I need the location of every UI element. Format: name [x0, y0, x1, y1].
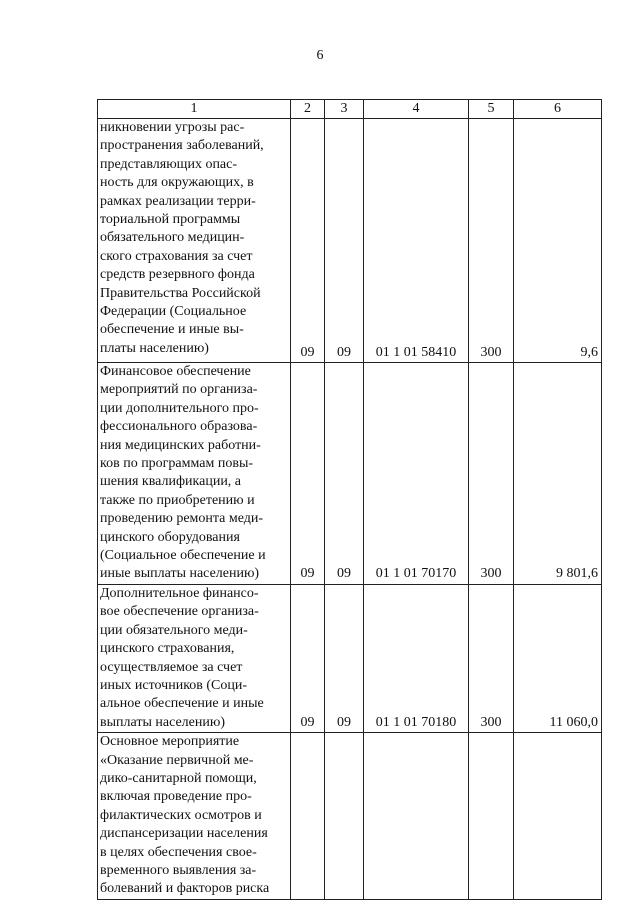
cell-code: 01 1 01 70180	[364, 584, 469, 732]
cell-col5: 300	[469, 584, 514, 732]
description-line: выплаты населению)	[100, 714, 225, 730]
description-line: Дополнительное финансо-	[100, 585, 259, 601]
description-line: мероприятий по организа-	[100, 382, 258, 398]
description-line: временного выявления за-	[100, 862, 257, 878]
row-description	[98, 363, 291, 585]
description-line: Федерации (Социальное	[100, 304, 247, 320]
budget-table	[97, 99, 602, 900]
cell-col2: 09	[291, 584, 325, 732]
description-line: представляющих опас-	[100, 156, 238, 172]
cell-col5	[469, 733, 514, 900]
description-line: обеспечение и иные вы-	[100, 322, 244, 338]
row-description	[98, 119, 291, 363]
cell-amount	[514, 733, 602, 900]
description-line: ции дополнительного про-	[100, 400, 259, 416]
description-line: платы населению)	[100, 340, 209, 356]
header-cell-6: 6	[514, 100, 602, 119]
cell-col5: 300	[469, 119, 514, 363]
cell-col3	[325, 733, 364, 900]
row-description	[98, 733, 291, 900]
description-line: ния медицинских работни-	[100, 437, 261, 453]
description-line: филактических осмотров и	[100, 807, 262, 823]
description-line: ции обязательного меди-	[100, 622, 248, 638]
description-line: ков по программам повы-	[100, 456, 254, 472]
table-row	[98, 733, 602, 900]
table-header-row	[98, 100, 602, 119]
description-line: альное обеспечение и иные	[100, 696, 264, 712]
cell-amount: 11 060,0	[514, 584, 602, 732]
cell-code	[364, 733, 469, 900]
description-line: никновении угрозы рас-	[100, 120, 245, 135]
cell-amount: 9,6	[514, 119, 602, 363]
description-line: цинского страхования,	[100, 641, 235, 657]
description-line: дико-санитарной помощи,	[100, 770, 257, 786]
header-cell-3: 3	[325, 100, 364, 119]
description-line: проведению ремонта меди-	[100, 511, 264, 527]
description-line: болеваний и факторов риска	[100, 881, 270, 897]
description-line: ность для окружающих, в	[100, 175, 254, 191]
cell-code: 01 1 01 70170	[364, 363, 469, 585]
description-line: иные выплаты населению)	[100, 566, 260, 582]
description-line: осуществляемое за счет	[100, 659, 243, 675]
description-line: средств резервного фонда	[100, 267, 255, 283]
description-line: ского страхования за счет	[100, 248, 253, 264]
description-line: рамках реализации терри-	[100, 193, 256, 209]
row-description	[98, 584, 291, 732]
cell-col3: 09	[325, 119, 364, 363]
description-line: ториальной программы	[100, 212, 241, 228]
description-line: Основное мероприятие	[100, 734, 240, 750]
header-cell-1: 1	[98, 100, 291, 119]
cell-col3: 09	[325, 584, 364, 732]
cell-col2: 09	[291, 363, 325, 585]
cell-col2: 09	[291, 119, 325, 363]
description-line: «Оказание первичной ме-	[100, 752, 254, 768]
table-row	[98, 119, 602, 363]
description-line: Правительства Российской	[100, 285, 261, 301]
description-line: также по приобретению и	[100, 492, 255, 508]
description-line: иных источников (Соци-	[100, 677, 248, 693]
description-line: Финансовое обеспечение	[100, 364, 251, 379]
header-cell-5: 5	[469, 100, 514, 119]
cell-col3: 09	[325, 363, 364, 585]
header-cell-2: 2	[291, 100, 325, 119]
description-line: в целях обеспечения свое-	[100, 844, 257, 860]
table-row	[98, 363, 602, 585]
cell-col2	[291, 733, 325, 900]
description-line: диспансеризации населения	[100, 826, 268, 842]
description-line: шения квалификации, а	[100, 474, 242, 490]
description-line: пространения заболеваний,	[100, 138, 264, 154]
description-line: вое обеспечение организа-	[100, 604, 259, 620]
table-row	[98, 584, 602, 732]
page-number: 6	[316, 48, 324, 63]
description-line: цинского оборудования	[100, 529, 240, 545]
description-line: фессионального образова-	[100, 419, 258, 435]
cell-amount: 9 801,6	[514, 363, 602, 585]
cell-code: 01 1 01 58410	[364, 119, 469, 363]
header-cell-4: 4	[364, 100, 469, 119]
description-line: (Социальное обеспечение и	[100, 548, 266, 564]
cell-col5: 300	[469, 363, 514, 585]
description-line: обязательного медицин-	[100, 230, 245, 246]
description-line: включая проведение про-	[100, 789, 252, 805]
